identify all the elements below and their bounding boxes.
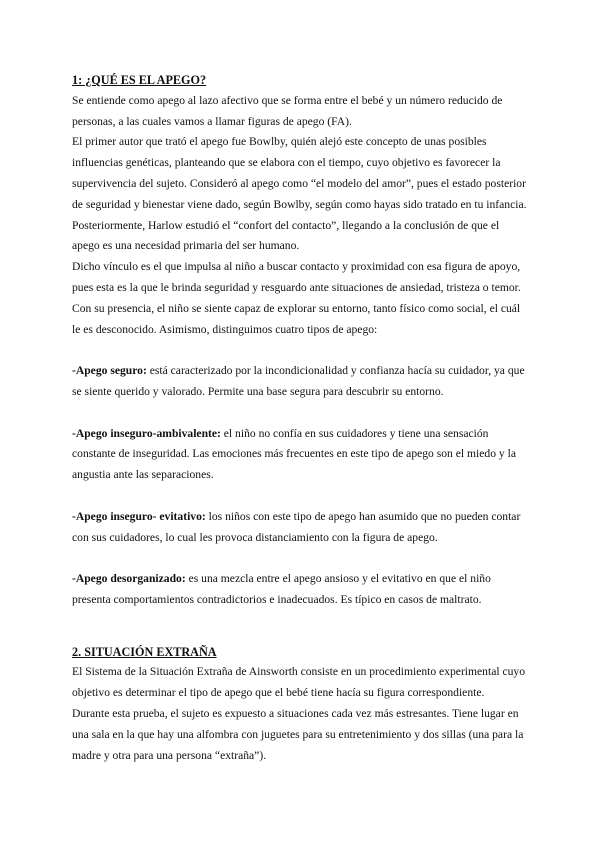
term-label: -Apego inseguro- evitativo: — [72, 509, 206, 523]
term-description: los niños con este tipo de apego han asumido que no pueden contar con sus cuidadores, lo cual les provoca distanciamiento con la figura de apego. — [72, 509, 521, 544]
paragraph: Dicho vínculo es el que impulsa al niño a buscar contacto y proximidad con esa figura de apoyo, pues esta es la que le brinda seguridad y resguardo ante situaciones de ansiedad, tristeza o temor. Con su presencia, el niño se siente capaz de explorar su entorno, tanto físico como social, el cuál le es desconocido. Asimismo, distinguimos cuatro tipos de apego: — [72, 260, 521, 336]
document-content — [72, 70, 528, 766]
section-heading-situacion-extrana: 2. SITUACIÓN EXTRAÑA — [72, 644, 217, 659]
spacer — [72, 403, 528, 424]
paragraph: El primer autor que trató el apego fue Bowlby, quién alejó este concepto de unas posibles influencias genéticas, planteando que se elabora con el tiempo, cuyo objetivo es favorecer la supervivencia del sujeto. Consideró al apego como “el modelo del amor”, pues el estado posterior de seguridad y bienestar viene dado, según Bowlby, según como hayas sido tratado en tu infancia. Posteriormente, Harlow estudió el “confort del contacto”, llegando a la conclusión de que el apego es una necesidad primaria del ser humano. — [72, 135, 527, 253]
term-label: -Apego seguro: — [72, 364, 147, 378]
attachment-type-disorganized — [72, 569, 528, 611]
spacer — [72, 548, 528, 569]
term-description: es una mezcla entre el apego ansioso y el evitativo en que el niño presenta comportamientos contradictorios e inadecuados. Es típico en casos de maltrato. — [72, 572, 491, 606]
paragraph: El Sistema de la Situación Extraña de Ainsworth consiste en un procedimiento experimental cuyo objetivo es determinar el tipo de apego que el bebé tiene hacía su figura correspondiente. — [72, 665, 526, 700]
term-label: -Apego desorganizado: — [72, 572, 186, 586]
term-description: está caracterizado por la incondicionalidad y confianza hacía su cuidador, ya que se siente querido y valorado. Permite una base segura para descubrir su entorno. — [72, 364, 525, 398]
term-label: -Apego inseguro-ambivalente: — [72, 426, 221, 440]
attachment-type-secure — [72, 361, 528, 403]
attachment-type-avoidant — [72, 507, 528, 549]
spacer — [72, 611, 528, 632]
paragraph: Se entiende como apego al lazo afectivo que se forma entre el bebé y un número reducido de personas, a las cuales vamos a llamar figuras de apego (FA). — [72, 93, 503, 128]
section-heading-apego: 1: ¿QUÉ ES EL APEGO? — [72, 73, 207, 87]
spacer — [72, 340, 528, 361]
paragraph: Durante esta prueba, el sujeto es expuesto a situaciones cada vez más estresantes. Tiene lugar en una sala en la que hay una alfombra con juguetes para su entretenimiento y dos sillas (una para la madre y otra para una persona “extraña”). — [72, 706, 524, 762]
spacer — [72, 486, 528, 507]
attachment-type-ambivalent — [72, 424, 528, 486]
term-description: el niño no confía en sus cuidadores y tiene una sensación constante de inseguridad. Las emociones más frecuentes en este tipo de apego son el miedo y la angustia ante las separaciones. — [72, 426, 516, 482]
